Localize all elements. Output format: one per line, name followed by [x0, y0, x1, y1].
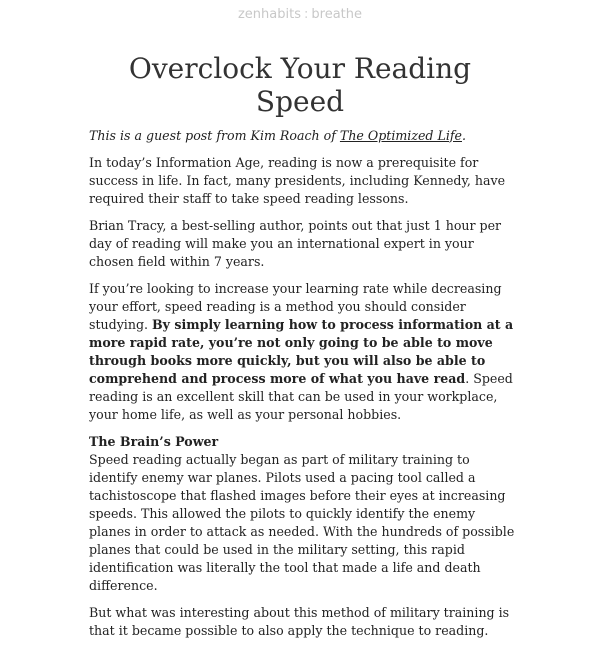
paragraph-information-age: In today’s Information Age, reading is now a prerequisite for success in life. In fact, many presidents, including Kennedy, have required their staff to take speed reading lessons. [89, 155, 506, 206]
post-content [89, 127, 519, 649]
section-heading: The Brain’s Power [89, 434, 219, 449]
header-separator: : [304, 7, 309, 22]
intro-prefix: This is a guest post from Kim Roach of [89, 128, 340, 143]
paragraph-learning-rate-bold: By simply learning how to process information at a more rapid rate, you’re not only going to be able to move through books more quickly, but you will also be able to comprehend and process more of what you have read [89, 317, 514, 386]
paragraph-learning-rate-end: . Speed reading is an excellent skill that can be used in your workplace, your home life, as well as your personal hobbies. [89, 371, 513, 422]
paragraph-military-training: Speed reading actually began as part of military training to identify enemy war planes. Pilots used a pacing tool called a tachistoscope that flashed images before their eyes at increasing speeds. This allowed the pilots to quickly identify the enemy planes in order to attack as needed. With the hundreds of possible planes that could be used in the military setting, this rapid identification was literally the tool that made a life and death difference. [89, 452, 515, 593]
section-brains-power [89, 433, 519, 595]
guest-post-intro [89, 127, 519, 145]
paragraph-learning-rate [89, 280, 519, 424]
paragraph-brian-tracy: Brian Tracy, a best-selling author, points out that just 1 hour per day of reading will make you an international expert in your chosen field within 7 years. [89, 218, 502, 269]
post-title: Overclock Your Reading Speed [128, 52, 472, 118]
site-tagline-link[interactable]: breathe [311, 7, 363, 22]
paragraph-learning-rate-start: If you’re looking to increase your learning rate while decreasing your effort, speed reading is a method you should consider studying. [89, 281, 502, 332]
site-name-link[interactable]: zenhabits [237, 7, 301, 22]
intro-suffix: . [462, 128, 467, 143]
paragraph-interesting-method: But what was interesting about this method of military training is that it became possible to also apply the technique to reading. [89, 605, 510, 638]
optimized-life-link[interactable]: The Optimized Life [339, 128, 462, 143]
site-header [0, 6, 600, 24]
